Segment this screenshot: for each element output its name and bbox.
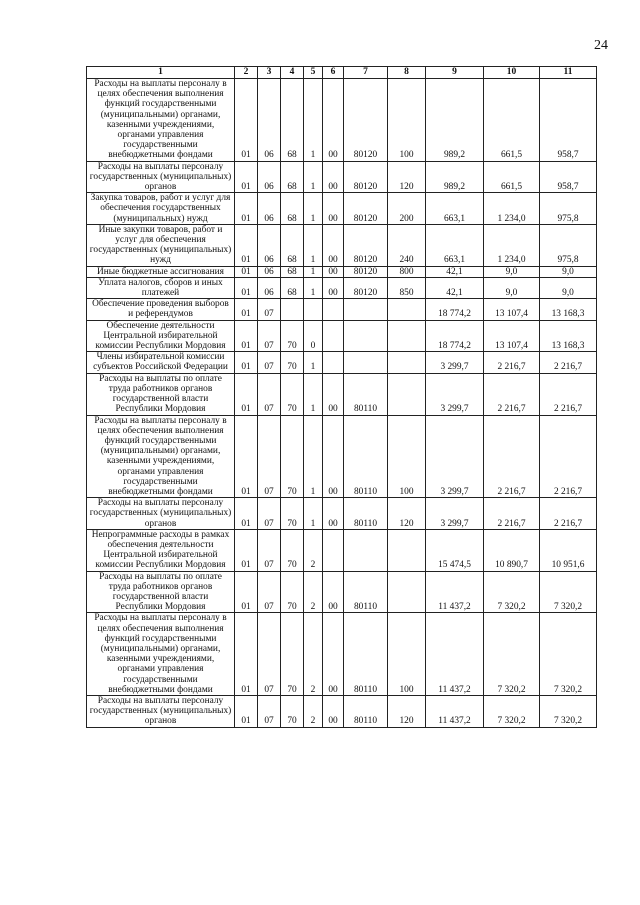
row-name: Расходы на выплаты персоналу государственных (муниципальных) органов — [87, 498, 235, 530]
amount-col-10: 2 216,7 — [484, 352, 540, 373]
direction-code: 80110 — [344, 415, 388, 498]
subprogram-code: 1 — [304, 266, 323, 277]
amount-col-11: 13 168,3 — [540, 299, 597, 320]
subsection-code: 07 — [258, 415, 281, 498]
program-code: 70 — [281, 320, 304, 352]
amount-col-11: 9,0 — [540, 266, 597, 277]
program-code: 68 — [281, 193, 304, 225]
expense-type-code — [388, 299, 426, 320]
header-col-name: 1 — [87, 67, 235, 79]
expense-type-code: 100 — [388, 613, 426, 696]
subprogram-code: 1 — [304, 498, 323, 530]
amount-col-11: 958,7 — [540, 79, 597, 162]
amount-col-11: 958,7 — [540, 161, 597, 193]
amount-col-11: 975,8 — [540, 224, 597, 266]
amount-col-10: 13 107,4 — [484, 320, 540, 352]
table-row — [87, 277, 597, 298]
amount-col-11: 2 216,7 — [540, 373, 597, 415]
header-col-subprogram: 5 — [304, 67, 323, 79]
subprogram-code: 2 — [304, 571, 323, 613]
amount-col-11: 7 320,2 — [540, 571, 597, 613]
section-code: 01 — [235, 498, 258, 530]
amount-col-9: 989,2 — [426, 161, 484, 193]
program-code: 68 — [281, 224, 304, 266]
table-row — [87, 161, 597, 193]
program-code: 70 — [281, 695, 304, 727]
direction-code — [344, 352, 388, 373]
subprogram-code: 1 — [304, 224, 323, 266]
activity-code: 00 — [323, 613, 344, 696]
activity-code: 00 — [323, 498, 344, 530]
amount-col-10: 9,0 — [484, 277, 540, 298]
activity-code: 00 — [323, 161, 344, 193]
expense-type-code — [388, 529, 426, 571]
program-code: 68 — [281, 79, 304, 162]
table-row — [87, 352, 597, 373]
table-row — [87, 613, 597, 696]
expense-type-code — [388, 571, 426, 613]
amount-col-11: 10 951,6 — [540, 529, 597, 571]
activity-code — [323, 352, 344, 373]
program-code: 70 — [281, 529, 304, 571]
subprogram-code — [304, 299, 323, 320]
section-code: 01 — [235, 320, 258, 352]
direction-code: 80120 — [344, 161, 388, 193]
activity-code: 00 — [323, 224, 344, 266]
activity-code: 00 — [323, 695, 344, 727]
activity-code: 00 — [323, 266, 344, 277]
section-code: 01 — [235, 193, 258, 225]
program-code: 70 — [281, 415, 304, 498]
amount-col-10: 7 320,2 — [484, 571, 540, 613]
program-code: 68 — [281, 161, 304, 193]
expense-type-code: 240 — [388, 224, 426, 266]
subsection-code: 06 — [258, 277, 281, 298]
amount-col-10: 13 107,4 — [484, 299, 540, 320]
subsection-code: 07 — [258, 695, 281, 727]
direction-code: 80120 — [344, 224, 388, 266]
row-name: Расходы на выплаты персоналу в целях обеспечения выполнения функций государственными (муниципальными) органами, казенными учреждениями, органами управления государственными внебюджетными фондами — [87, 613, 235, 696]
section-code: 01 — [235, 529, 258, 571]
row-name: Члены избирательной комиссии субъектов Российской Федерации — [87, 352, 235, 373]
row-name: Расходы на выплаты по оплате труда работников органов государственной власти Республики Мордовия — [87, 571, 235, 613]
amount-col-9: 3 299,7 — [426, 373, 484, 415]
table-row — [87, 529, 597, 571]
amount-col-11: 2 216,7 — [540, 415, 597, 498]
section-code: 01 — [235, 266, 258, 277]
amount-col-11: 13 168,3 — [540, 320, 597, 352]
amount-col-10: 1 234,0 — [484, 193, 540, 225]
expense-type-code: 100 — [388, 79, 426, 162]
subsection-code: 06 — [258, 161, 281, 193]
table-row — [87, 79, 597, 162]
amount-col-11: 9,0 — [540, 277, 597, 298]
page-number: 24 — [594, 38, 608, 53]
subprogram-code: 1 — [304, 415, 323, 498]
table-row — [87, 571, 597, 613]
activity-code: 00 — [323, 79, 344, 162]
subsection-code: 07 — [258, 529, 281, 571]
program-code: 68 — [281, 277, 304, 298]
amount-col-9: 663,1 — [426, 224, 484, 266]
direction-code: 80110 — [344, 695, 388, 727]
table-row — [87, 415, 597, 498]
amount-col-10: 2 216,7 — [484, 498, 540, 530]
amount-col-9: 18 774,2 — [426, 320, 484, 352]
direction-code — [344, 320, 388, 352]
amount-col-9: 42,1 — [426, 277, 484, 298]
row-name: Расходы на выплаты по оплате труда работников органов государственной власти Республики Мордовия — [87, 373, 235, 415]
amount-col-9: 3 299,7 — [426, 498, 484, 530]
program-code: 70 — [281, 373, 304, 415]
section-code: 01 — [235, 224, 258, 266]
expense-type-code — [388, 352, 426, 373]
direction-code: 80110 — [344, 373, 388, 415]
expense-type-code — [388, 320, 426, 352]
table-header-row — [87, 67, 597, 79]
row-name: Расходы на выплаты персоналу в целях обеспечения выполнения функций государственными (муниципальными) органами, казенными учреждениями, органами управления государственными внебюджетными фондами — [87, 415, 235, 498]
section-code: 01 — [235, 161, 258, 193]
amount-col-11: 975,8 — [540, 193, 597, 225]
expense-type-code: 100 — [388, 415, 426, 498]
section-code: 01 — [235, 277, 258, 298]
section-code: 01 — [235, 415, 258, 498]
subprogram-code: 1 — [304, 277, 323, 298]
row-name: Иные закупки товаров, работ и услуг для обеспечения государственных (муниципальных) нужд — [87, 224, 235, 266]
amount-col-10: 661,5 — [484, 161, 540, 193]
section-code: 01 — [235, 695, 258, 727]
section-code: 01 — [235, 352, 258, 373]
amount-col-9: 3 299,7 — [426, 415, 484, 498]
activity-code: 00 — [323, 193, 344, 225]
subsection-code: 06 — [258, 79, 281, 162]
row-name: Обеспечение проведения выборов и референдумов — [87, 299, 235, 320]
amount-col-10: 2 216,7 — [484, 373, 540, 415]
amount-col-10: 9,0 — [484, 266, 540, 277]
activity-code: 00 — [323, 373, 344, 415]
subprogram-code: 1 — [304, 161, 323, 193]
row-name: Обеспечение деятельности Центральной избирательной комиссии Республики Мордовия — [87, 320, 235, 352]
row-name: Расходы на выплаты персоналу государственных (муниципальных) органов — [87, 695, 235, 727]
subprogram-code: 1 — [304, 352, 323, 373]
budget-table — [86, 66, 597, 728]
section-code: 01 — [235, 571, 258, 613]
amount-col-10: 1 234,0 — [484, 224, 540, 266]
header-col-amount-10: 10 — [484, 67, 540, 79]
subprogram-code: 2 — [304, 529, 323, 571]
table-body — [87, 79, 597, 728]
amount-col-9: 3 299,7 — [426, 352, 484, 373]
row-name: Уплата налогов, сборов и иных платежей — [87, 277, 235, 298]
amount-col-11: 7 320,2 — [540, 695, 597, 727]
direction-code — [344, 529, 388, 571]
expense-type-code: 120 — [388, 161, 426, 193]
subprogram-code: 0 — [304, 320, 323, 352]
table-row — [87, 299, 597, 320]
section-code: 01 — [235, 373, 258, 415]
amount-col-11: 7 320,2 — [540, 613, 597, 696]
subsection-code: 07 — [258, 613, 281, 696]
expense-type-code: 120 — [388, 498, 426, 530]
amount-col-10: 661,5 — [484, 79, 540, 162]
row-name: Иные бюджетные ассигнования — [87, 266, 235, 277]
amount-col-11: 2 216,7 — [540, 352, 597, 373]
program-code: 70 — [281, 352, 304, 373]
amount-col-10: 7 320,2 — [484, 613, 540, 696]
table-row — [87, 320, 597, 352]
row-name: Расходы на выплаты персоналу государственных (муниципальных) органов — [87, 161, 235, 193]
section-code: 01 — [235, 613, 258, 696]
header-col-amount-9: 9 — [426, 67, 484, 79]
activity-code — [323, 529, 344, 571]
amount-col-11: 2 216,7 — [540, 498, 597, 530]
section-code: 01 — [235, 79, 258, 162]
header-col-main-activity: 6 — [323, 67, 344, 79]
subsection-code: 07 — [258, 320, 281, 352]
header-col-subsection: 3 — [258, 67, 281, 79]
program-code: 70 — [281, 498, 304, 530]
activity-code: 00 — [323, 571, 344, 613]
subprogram-code: 1 — [304, 373, 323, 415]
amount-col-9: 42,1 — [426, 266, 484, 277]
direction-code: 80110 — [344, 613, 388, 696]
subsection-code: 07 — [258, 498, 281, 530]
expense-type-code: 200 — [388, 193, 426, 225]
amount-col-10: 7 320,2 — [484, 695, 540, 727]
table-row — [87, 266, 597, 277]
direction-code: 80120 — [344, 266, 388, 277]
amount-col-10: 2 216,7 — [484, 415, 540, 498]
row-name: Непрограммные расходы в рамках обеспечения деятельности Центральной избирательной комиссии Республики Мордовия — [87, 529, 235, 571]
amount-col-10: 10 890,7 — [484, 529, 540, 571]
amount-col-9: 989,2 — [426, 79, 484, 162]
activity-code — [323, 320, 344, 352]
program-code — [281, 299, 304, 320]
subsection-code: 06 — [258, 224, 281, 266]
table-row — [87, 373, 597, 415]
expense-type-code: 120 — [388, 695, 426, 727]
subprogram-code: 1 — [304, 79, 323, 162]
activity-code — [323, 299, 344, 320]
amount-col-9: 663,1 — [426, 193, 484, 225]
header-col-expense-type: 8 — [388, 67, 426, 79]
table-row — [87, 224, 597, 266]
header-col-amount-11: 11 — [540, 67, 597, 79]
header-col-section: 2 — [235, 67, 258, 79]
amount-col-9: 18 774,2 — [426, 299, 484, 320]
direction-code: 80120 — [344, 277, 388, 298]
direction-code: 80120 — [344, 193, 388, 225]
table-row — [87, 695, 597, 727]
subsection-code: 07 — [258, 571, 281, 613]
amount-col-9: 11 437,2 — [426, 695, 484, 727]
row-name: Закупка товаров, работ и услуг для обеспечения государственных (муниципальных) нужд — [87, 193, 235, 225]
table-row — [87, 498, 597, 530]
header-col-direction: 7 — [344, 67, 388, 79]
direction-code — [344, 299, 388, 320]
expense-type-code — [388, 373, 426, 415]
subsection-code: 06 — [258, 266, 281, 277]
direction-code: 80110 — [344, 498, 388, 530]
program-code: 70 — [281, 613, 304, 696]
expense-type-code: 850 — [388, 277, 426, 298]
amount-col-9: 15 474,5 — [426, 529, 484, 571]
subsection-code: 07 — [258, 299, 281, 320]
subsection-code: 06 — [258, 193, 281, 225]
section-code: 01 — [235, 299, 258, 320]
subsection-code: 07 — [258, 373, 281, 415]
subprogram-code: 1 — [304, 193, 323, 225]
activity-code: 00 — [323, 415, 344, 498]
program-code: 68 — [281, 266, 304, 277]
amount-col-9: 11 437,2 — [426, 571, 484, 613]
direction-code: 80110 — [344, 571, 388, 613]
subsection-code: 07 — [258, 352, 281, 373]
amount-col-9: 11 437,2 — [426, 613, 484, 696]
table-row — [87, 193, 597, 225]
activity-code: 00 — [323, 277, 344, 298]
subprogram-code: 2 — [304, 613, 323, 696]
program-code: 70 — [281, 571, 304, 613]
row-name: Расходы на выплаты персоналу в целях обеспечения выполнения функций государственными (муниципальными) органами, казенными учреждениями, органами управления государственными внебюджетными фондами — [87, 79, 235, 162]
subprogram-code: 2 — [304, 695, 323, 727]
direction-code: 80120 — [344, 79, 388, 162]
expense-type-code: 800 — [388, 266, 426, 277]
header-col-program: 4 — [281, 67, 304, 79]
